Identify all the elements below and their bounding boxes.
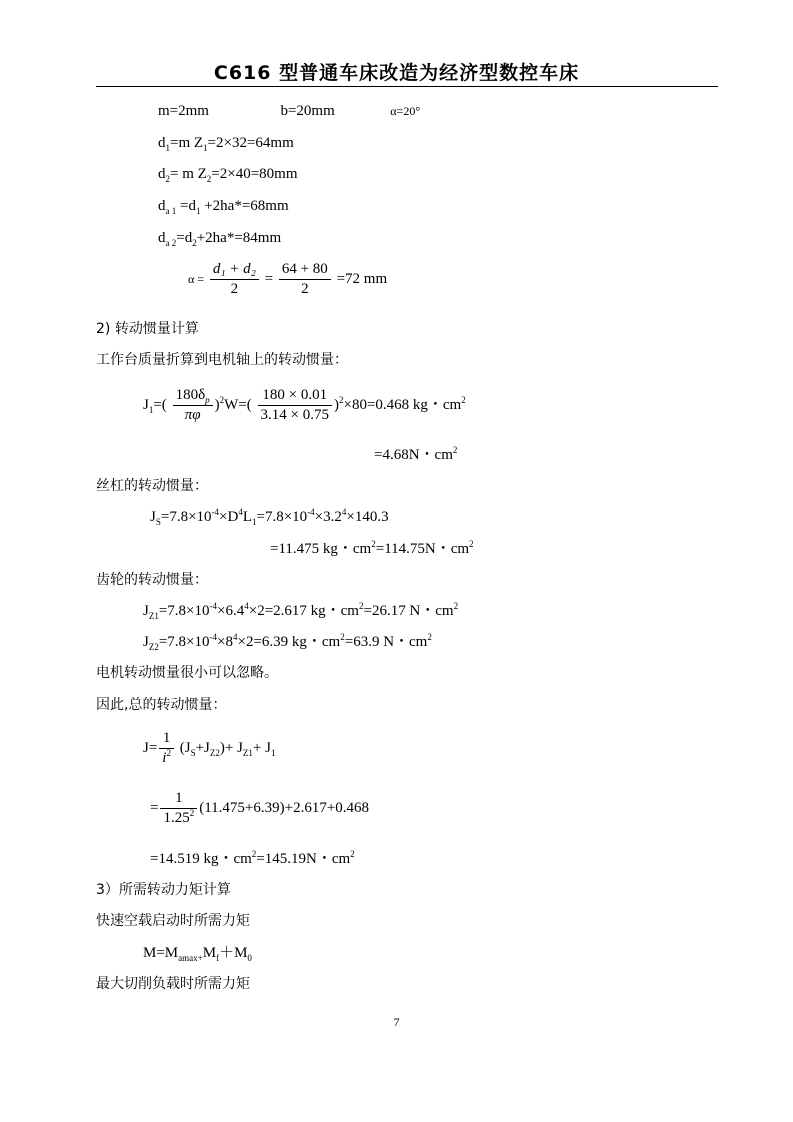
formula-da2: $d_{a 2}=d_2+2ha*=84mm$	[158, 230, 282, 248]
formula-jz2: $J_{Z2}=7.8\times 10^{-4}\times 8^4\times 2=6.39$ kg・$cm^2=63.9$ N・$cm^2$	[143, 632, 432, 652]
params-line	[158, 102, 420, 120]
section-heading-torque: 3）所需转动力矩计算	[96, 882, 231, 898]
header-rule	[96, 86, 718, 87]
formula-total-substituted: = $\frac{1}{1.25^2}$ (11.475+6.39)+2.617+0.468	[150, 790, 370, 826]
heading-total-inertia: 因此,总的转动惯量：	[96, 697, 227, 713]
formula-d2: $d_2= m$ $Z_2=2\times 40=80mm$	[158, 166, 298, 184]
formula-total-j: J= $\frac{1}{i^2}$ $(J_S+J_{Z2})+ J_{Z1}+ J_1$	[143, 730, 276, 766]
section-heading-inertia: 2) 转动惯量计算	[96, 321, 199, 337]
formula-center-distance: α = $\frac{\text{d₁ + d₂}}{2}$ = $\frac{64 + 80}{2}$ =72 mm	[188, 261, 388, 297]
param-alpha: α=20°	[390, 104, 421, 118]
torque-maxload-label: 最大切削负载时所需力矩	[96, 976, 250, 992]
table-inertia-intro: 工作台质量折算到电机轴上的转动惯量：	[96, 352, 348, 368]
param-m: m=2mm	[158, 103, 209, 119]
page-header-title: C616 型普通车床改造为经济型数控车床	[213, 62, 580, 84]
formula-jz1: $J_{Z1}=7.8\times 10^{-4}\times 6.4^4\times 2=2.617$ kg・$cm^2=26.17$ N・$cm^2$	[143, 601, 459, 621]
formula-j1: $J_1=$( $\frac{180\delta_p}{\pi\varphi}$ )$^2$W=( $\frac{180 \times 0.01}{3.14 \times 0.75}$ )$^2$×80=0.468 kg・$cm^2$	[143, 387, 466, 423]
formula-torque: $M=M_{amax+}M_f+M_0$	[143, 945, 252, 963]
formula-j1-result: =4.68N・$cm^2$	[374, 445, 458, 463]
formula-da1: $d_{a 1} =d_1 +2ha*=68mm$	[158, 198, 289, 216]
motor-inertia-note: 电机转动惯量很小可以忽略。	[96, 665, 278, 681]
param-b: b=20mm	[280, 103, 335, 119]
page-number: 7	[393, 1015, 400, 1029]
formula-js: $J_S=7.8\times 10^{-4}\times D^4L_1=7.8\times 10^{-4}\times 3.2^4\times 140.3$	[150, 507, 389, 527]
heading-gear-inertia: 齿轮的转动惯量：	[96, 572, 208, 588]
formula-total-result: =14.519 kg・$cm^2=145.19N$・$cm^2$	[150, 849, 355, 867]
torque-noload-label: 快速空载启动时所需力矩	[96, 913, 250, 929]
formula-js-result: =11.475 kg・$cm^2=114.75N$・$cm^2$	[270, 539, 474, 557]
heading-screw-inertia: 丝杠的转动惯量：	[96, 478, 208, 494]
formula-d1: $d_1=m$ $Z_1=2\times 32=64mm$	[158, 135, 294, 153]
